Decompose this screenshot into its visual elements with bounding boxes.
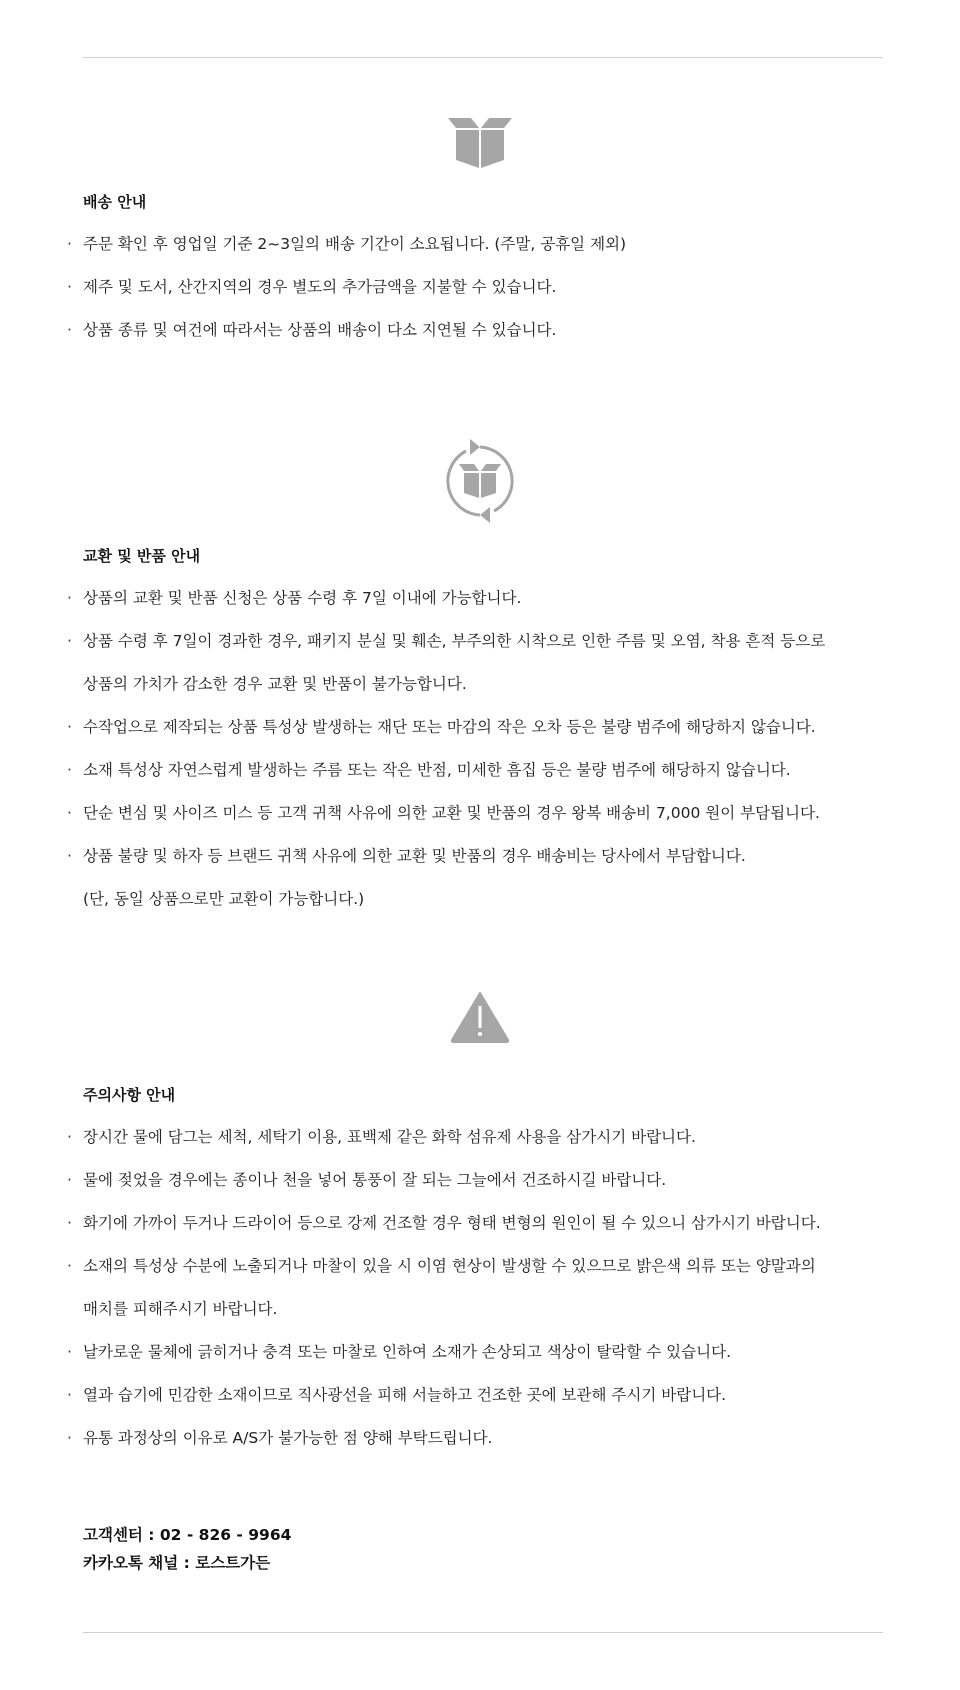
item-text-continued: (단, 동일 상품으로만 교환이 가능합니다.) (83, 890, 365, 908)
bullet: · (67, 1128, 72, 1146)
bullet: · (67, 1429, 72, 1447)
bullet: · (67, 718, 72, 736)
item-text-continued: 매치를 피해주시기 바랍니다. (83, 1300, 278, 1318)
item-text: 제주 및 도서, 산간지역의 경우 별도의 추가금액을 지불할 수 있습니다. (83, 278, 557, 296)
item-text: 주문 확인 후 영업일 기준 2~3일의 배송 기간이 소요됩니다. (주말, 공휴일 제외) (83, 235, 627, 253)
bullet: · (67, 589, 72, 607)
item-text: 수작업으로 제작되는 상품 특성상 발생하는 재단 또는 마감의 작은 오차 등은 불량 범주에 해당하지 않습니다. (83, 718, 816, 736)
item-text-continued: 상품의 가치가 감소한 경우 교환 및 반품이 불가능합니다. (83, 675, 467, 693)
customer-center-phone: 고객센터 : 02 - 826 - 9964 (83, 1526, 292, 1544)
bullet: · (67, 1214, 72, 1232)
bullet: · (67, 1386, 72, 1404)
shipping-title: 배송 안내 (83, 193, 147, 211)
item-text: 유통 과정상의 이유로 A/S가 불가능한 점 양해 부탁드립니다. (83, 1429, 493, 1447)
caution-title: 주의사항 안내 (83, 1086, 176, 1104)
item-text: 소재 특성상 자연스럽게 발생하는 주름 또는 작은 반점, 미세한 흠집 등은 불량 범주에 해당하지 않습니다. (83, 761, 791, 779)
bullet: · (67, 1257, 72, 1275)
item-text: 상품 수령 후 7일이 경과한 경우, 패키지 분실 및 훼손, 부주의한 시착으로 인한 주름 및 오염, 착용 흔적 등으로 (83, 632, 826, 650)
box-icon (0, 116, 960, 170)
kakao-channel: 카카오톡 채널 : 로스트가든 (83, 1554, 271, 1572)
bullet: · (67, 761, 72, 779)
top-divider (83, 57, 883, 58)
exchange-title: 교환 및 반품 안내 (83, 547, 201, 565)
bullet: · (67, 632, 72, 650)
bullet: · (67, 847, 72, 865)
item-text: 상품 종류 및 여건에 따라서는 상품의 배송이 다소 지연될 수 있습니다. (83, 321, 557, 339)
item-text: 날카로운 물체에 긁히거나 충격 또는 마찰로 인하여 소재가 손상되고 색상이 탈락할 수 있습니다. (83, 1343, 732, 1361)
bullet: · (67, 1171, 72, 1189)
item-text: 물에 젖었을 경우에는 종이나 천을 넣어 통풍이 잘 되는 그늘에서 건조하시길 바랍니다. (83, 1171, 667, 1189)
exchange-box-icon (0, 437, 960, 525)
bullet: · (67, 321, 72, 339)
item-text: 상품의 교환 및 반품 신청은 상품 수령 후 7일 이내에 가능합니다. (83, 589, 522, 607)
bullet: · (67, 804, 72, 822)
bullet: · (67, 235, 72, 253)
item-text: 장시간 물에 담그는 세척, 세탁기 이용, 표백제 같은 화학 섬유제 사용을 삼가시기 바랍니다. (83, 1128, 696, 1146)
item-text: 상품 불량 및 하자 등 브랜드 귀책 사유에 의한 교환 및 반품의 경우 배송비는 당사에서 부담합니다. (83, 847, 746, 865)
item-text: 소재의 특성상 수분에 노출되거나 마찰이 있을 시 이염 현상이 발생할 수 있으므로 밝은색 의류 또는 양말과의 (83, 1257, 816, 1275)
item-text: 열과 습기에 민감한 소재이므로 직사광선을 피해 서늘하고 건조한 곳에 보관해 주시기 바랍니다. (83, 1386, 727, 1404)
bullet: · (67, 278, 72, 296)
item-text: 화기에 가까이 두거나 드라이어 등으로 강제 건조할 경우 형태 변형의 원인이 될 수 있으니 삼가시기 바랍니다. (83, 1214, 821, 1232)
item-text: 단순 변심 및 사이즈 미스 등 고객 귀책 사유에 의한 교환 및 반품의 경우 왕복 배송비 7,000 원이 부담됩니다. (83, 804, 820, 822)
warning-icon (0, 991, 960, 1043)
bottom-divider (83, 1632, 883, 1633)
bullet: · (67, 1343, 72, 1361)
